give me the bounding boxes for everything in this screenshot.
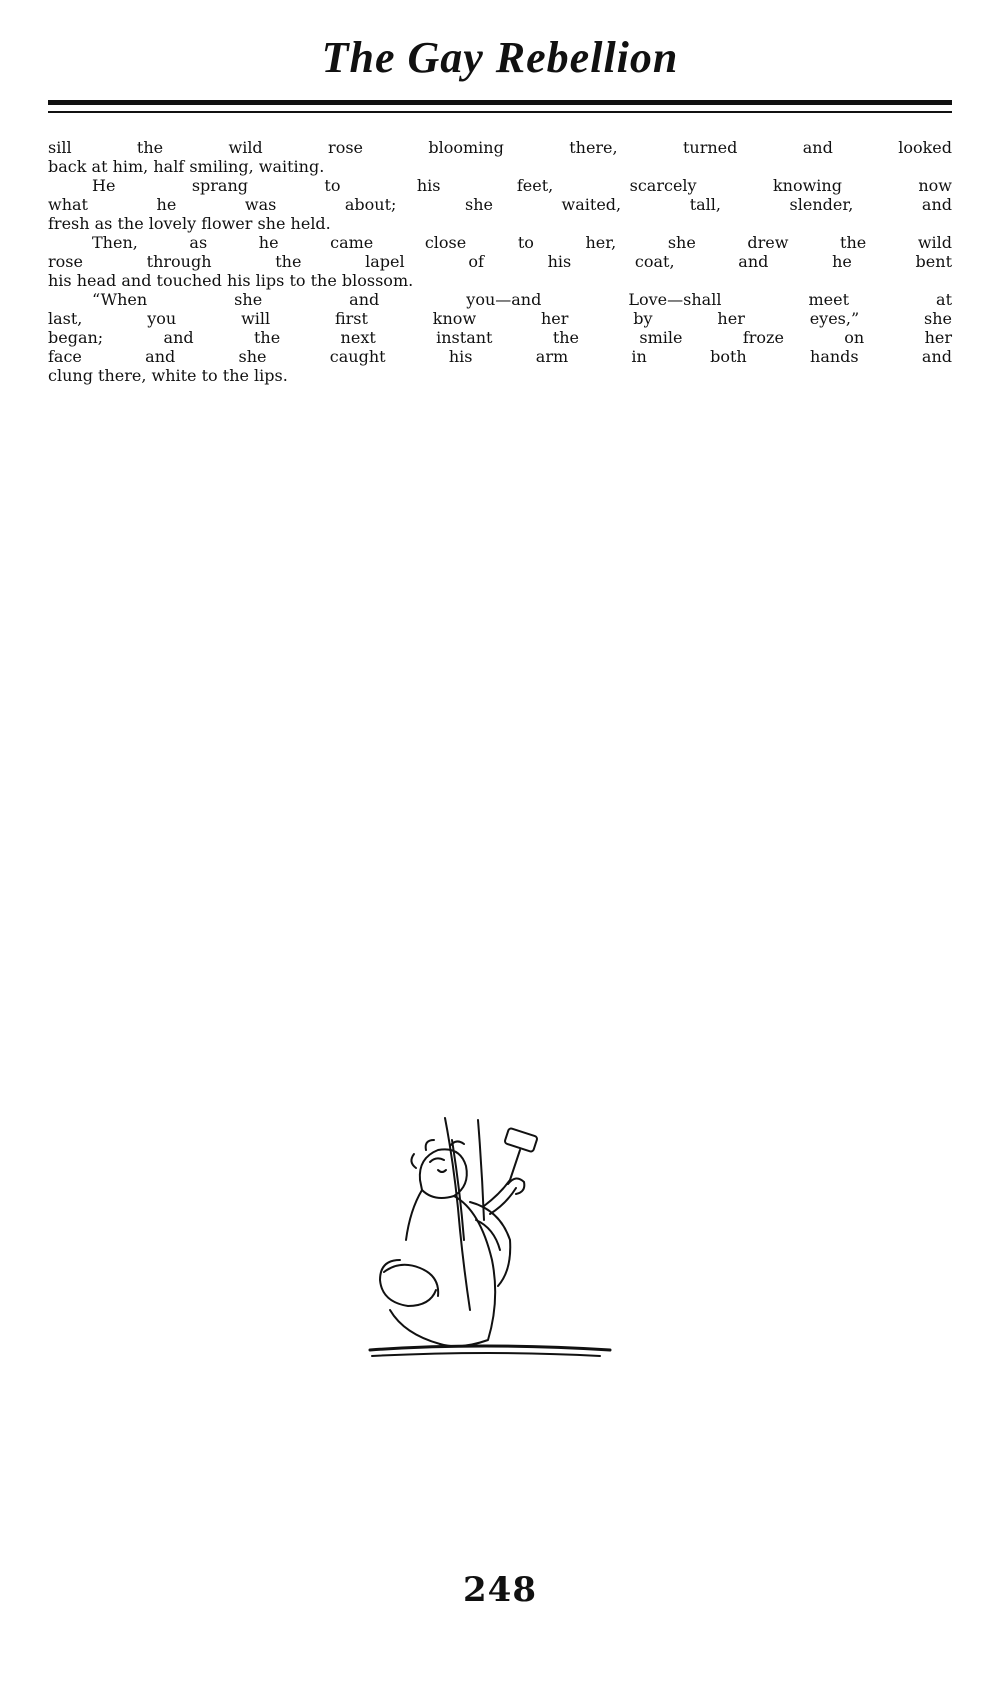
text-line: He sprang to his feet, scarcely knowing now xyxy=(92,176,952,195)
text-line: began; and the next instant the smile froze on her xyxy=(48,328,952,347)
text-line: rose through the lapel of his coat, and he bent xyxy=(48,252,952,271)
page-number: 248 xyxy=(463,1570,537,1610)
text-line: his head and touched his lips to the blossom. xyxy=(48,271,414,290)
text-line: sill the wild rose blooming there, turned and looked xyxy=(48,138,952,157)
text-line: face and she caught his arm in both hands and xyxy=(48,347,952,366)
running-header xyxy=(48,26,952,90)
header-rule-thick xyxy=(48,100,952,105)
text-line: “When she and you—and Love—shall meet at xyxy=(92,290,952,309)
header-rule-thin xyxy=(48,111,952,113)
text-line: back at him, half smiling, waiting. xyxy=(48,157,325,176)
body-text xyxy=(48,138,952,385)
text-line: what he was about; she waited, tall, slender, and xyxy=(48,195,952,214)
text-line: last, you will first know her by her eyes,” she xyxy=(48,309,952,328)
cupid-with-mallet-icon xyxy=(360,1110,640,1360)
running-header-title: The Gay Rebellion xyxy=(321,33,679,82)
text-line: fresh as the lovely flower she held. xyxy=(48,214,331,233)
text-line: clung there, white to the lips. xyxy=(48,366,288,385)
text-line: Then, as he came close to her, she drew the wild xyxy=(92,233,952,252)
